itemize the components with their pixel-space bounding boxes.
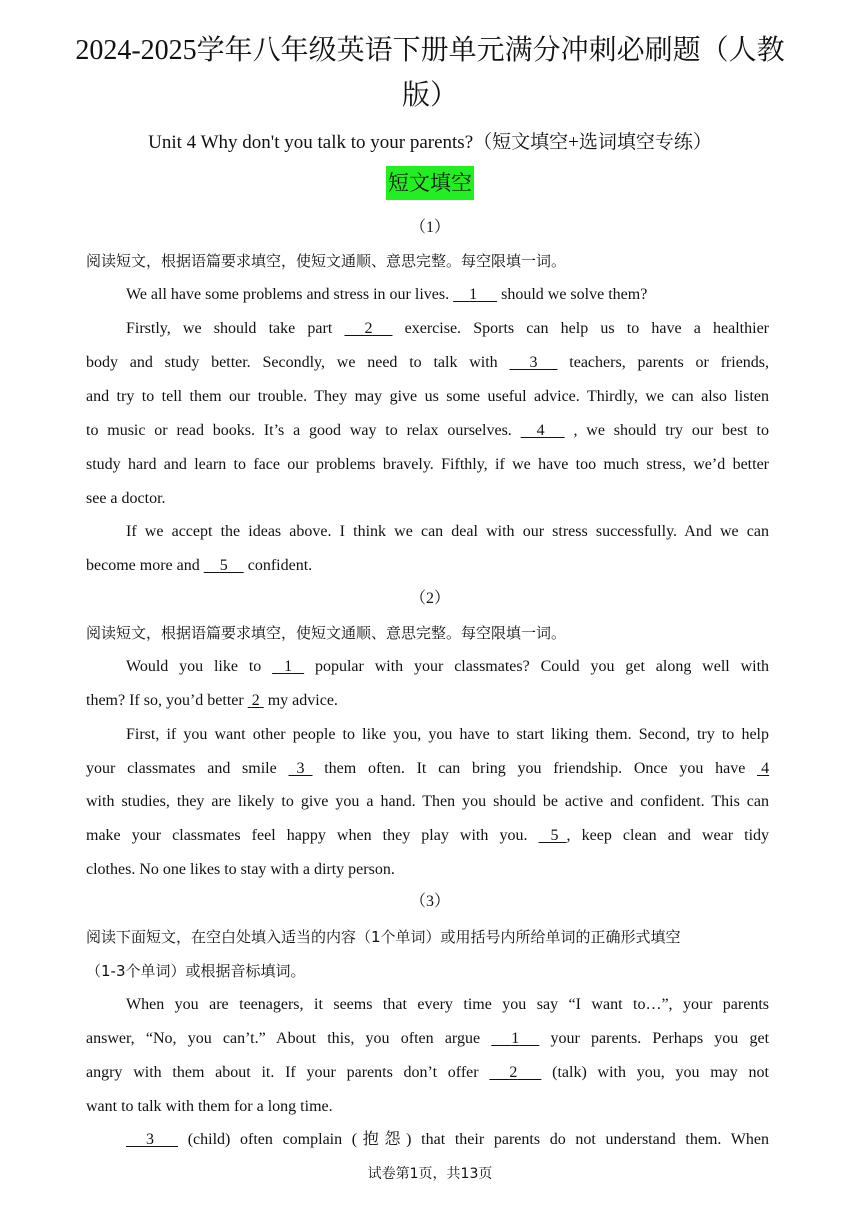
blank-3[interactable]: 3: [529, 354, 538, 371]
passage-1-line: [86, 555, 769, 577]
document-title-line-1: 2024-2025学年八年级英语下册单元满分冲刺必刷题（人教: [75, 35, 785, 66]
blank-4[interactable]: 4: [536, 422, 545, 439]
text: , we should try our best to: [573, 422, 770, 439]
blank-1[interactable]: 1: [469, 286, 478, 303]
passage-1-line: see a doctor.: [86, 490, 166, 507]
blank-4[interactable]: 4: [761, 760, 770, 777]
passage-3-instruction-line-2: （1-3个单词）或根据音标填词。: [86, 962, 306, 980]
passage-1-instruction: 阅读短文，根据语篇要求填空，使短文通顺、意思完整。每空限填一词。: [86, 252, 567, 270]
passage-1-line: [126, 284, 769, 306]
text: my advice.: [267, 692, 338, 709]
text: We all have some problems and stress in our lives.: [126, 286, 450, 303]
blank-2[interactable]: 2: [251, 692, 260, 709]
passage-1-line: [86, 352, 769, 374]
text: to music or read books. It’s a good way to relax ourselves.: [86, 422, 512, 439]
passage-2-instruction: 阅读短文，根据语篇要求填空，使短文通顺、意思完整。每空限填一词。: [86, 624, 567, 642]
document-title-line-2: 版）: [401, 80, 458, 111]
text: (talk) with you, you may not: [552, 1064, 769, 1081]
passage-3-line: [86, 1062, 769, 1084]
page-footer: 试卷第1页，共13页: [367, 1166, 493, 1182]
blank-1[interactable]: 1: [284, 658, 293, 675]
text: exercise. Sports can help us to have a healthier: [404, 320, 770, 337]
blank-3[interactable]: 3: [296, 760, 305, 777]
text: confident.: [247, 557, 313, 574]
passage-1-line: [86, 420, 769, 442]
blank-5[interactable]: 5: [219, 557, 228, 574]
unit-subtitle: Unit 4 Why don't you talk to your parents?（短文填空+选词填空专练）: [148, 132, 712, 153]
text: body and study better. Secondly, we need to talk with: [86, 354, 498, 371]
text: your parents. Perhaps you get: [550, 1030, 770, 1047]
passage-3-line: [86, 1028, 769, 1050]
text: Would you like to: [126, 658, 262, 675]
text: should we solve them?: [501, 286, 648, 303]
text: angry with them about it. If your parents don’t offer: [86, 1064, 479, 1081]
passage-1-line: study hard and learn to face our problems bravely. Fifthly, if we have too much stress, we’d better: [86, 456, 769, 473]
passage-2-line: [86, 825, 769, 847]
text: them? If so, you’d better: [86, 692, 244, 709]
passage-2-line: with studies, they are likely to give you a hand. Then you should be active and confident. This can: [86, 793, 769, 810]
passage-2-line: [86, 758, 769, 780]
passage-1-line: and try to tell them our trouble. They may give us some useful advice. Thirdly, we can also listen: [86, 388, 769, 405]
passage-2-number: （2）: [409, 590, 450, 607]
passage-3-line: When you are teenagers, it seems that every time you say “I want to…”, your parents: [126, 996, 769, 1013]
passage-2-line: [86, 690, 769, 712]
text: popular with your classmates? Could you get along well with: [314, 658, 770, 675]
passage-3-instruction-line-1: 阅读下面短文，在空白处填入适当的内容（1个单词）或用括号内所给单词的正确形式填空: [86, 928, 681, 946]
passage-2-line: clothes. No one likes to stay with a dirty person.: [86, 861, 395, 878]
blank-2[interactable]: 2: [364, 320, 373, 337]
text: your classmates and smile: [86, 760, 277, 777]
blank-5[interactable]: 5: [550, 827, 559, 844]
text: teachers, parents or friends,: [569, 354, 770, 371]
text: (child) often complain (抱怨) that their parents do not understand them. When: [187, 1131, 769, 1148]
text: Firstly, we should take part: [126, 320, 333, 337]
text: make your classmates feel happy when they play with you.: [86, 827, 528, 844]
passage-1-line: If we accept the ideas above. I think we can deal with our stress successfully. And we can: [126, 523, 769, 540]
section-heading-highlight: 短文填空: [386, 166, 474, 200]
text: them often. It can bring you friendship. Once you have: [324, 760, 746, 777]
blank-1[interactable]: 1: [511, 1030, 520, 1047]
passage-2-line: First, if you want other people to like you, you have to start liking them. Second, try to help: [126, 726, 769, 743]
blank-3[interactable]: 3: [146, 1131, 154, 1148]
passage-1-number: （1）: [409, 219, 450, 236]
passage-3-line: [126, 1129, 769, 1151]
text: , keep clean and wear tidy: [566, 827, 770, 844]
text: answer, “No, you can’t.” About this, you often argue: [86, 1030, 481, 1047]
passage-1-line: [126, 318, 769, 340]
passage-2-line: [126, 656, 769, 678]
passage-3-number: （3）: [409, 893, 450, 910]
blank-2[interactable]: 2: [509, 1064, 518, 1081]
text: become more and: [86, 557, 200, 574]
section-heading: [0, 166, 860, 200]
passage-3-line: want to talk with them for a long time.: [86, 1098, 333, 1115]
